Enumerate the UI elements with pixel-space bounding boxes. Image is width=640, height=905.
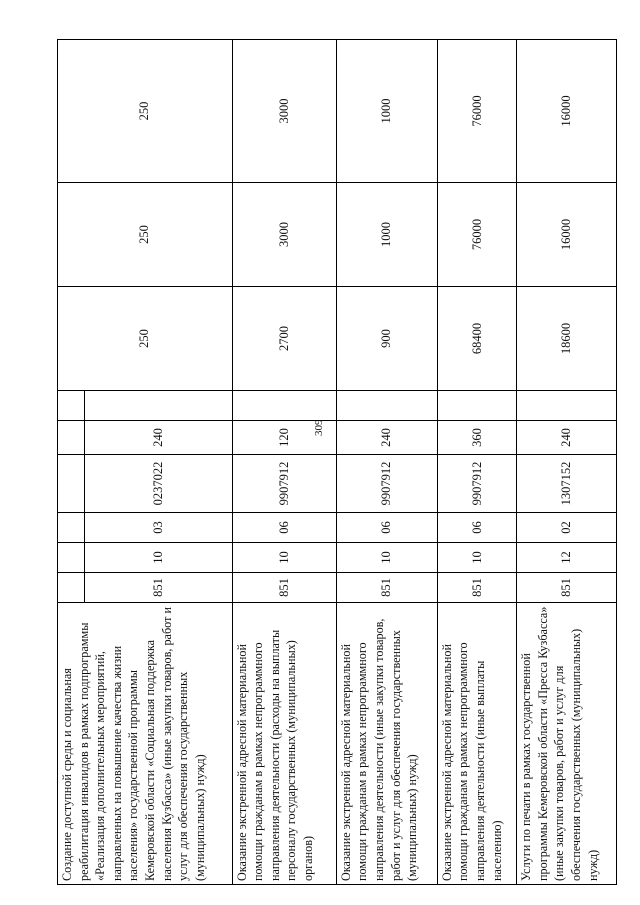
ministry-code: 851: [437, 573, 517, 603]
section-code: 10: [336, 543, 437, 573]
value-3: 1000: [336, 40, 437, 183]
subsection-code: 06: [437, 513, 517, 543]
subsection-code: 06: [336, 513, 437, 543]
value-1: 2700: [232, 287, 336, 391]
row-description: Оказание экстренной адресной материальной помощи гражданам в рамках непрограммного направления деятельности (иные выплаты населению): [437, 603, 517, 885]
target-code: 1307152: [517, 455, 617, 513]
value-2: 250: [58, 183, 233, 287]
table-row: [58, 40, 85, 885]
ministry-code: 851: [84, 573, 232, 603]
value-1: 250: [58, 287, 233, 391]
value-3: 76000: [437, 40, 517, 183]
section-code: 12: [517, 543, 617, 573]
ministry-code: 851: [336, 573, 437, 603]
value-3: 250: [58, 40, 233, 183]
ministry-code: 851: [232, 573, 336, 603]
rotated-table-container: [57, 40, 617, 885]
value-1: 68400: [437, 287, 517, 391]
row-description: Создание доступной среды и социальная реабилитация инвалидов в рамках подпрограммы «Реализация дополнительных мероприятий, направленных на повышение качества жизни населения» государственной программы Кемеровской области «Социальная поддержка населения Кузбасса» (иные закупки товаров, работ и услуг для обеспечения государственных (муниципальных) нужд): [58, 603, 233, 885]
value-2: 3000: [232, 183, 336, 287]
target-code: 0237022: [84, 455, 232, 513]
value-2: 1000: [336, 183, 437, 287]
table-row: [336, 40, 437, 885]
value-2: 16000: [517, 183, 617, 287]
value-3: 3000: [232, 40, 336, 183]
table-row: [232, 40, 336, 885]
value-2: 76000: [437, 183, 517, 287]
target-code: 9907912: [437, 455, 517, 513]
subsection-code: 06: [232, 513, 336, 543]
value-3: 16000: [517, 40, 617, 183]
ministry-code: 851: [517, 573, 617, 603]
expense-type-code: 120: [232, 421, 336, 455]
subsection-code: 02: [517, 513, 617, 543]
table-row: [437, 40, 517, 885]
page-number: 309: [313, 419, 325, 436]
expense-type-code: 240: [336, 421, 437, 455]
table-row: [517, 40, 617, 885]
budget-table: [57, 39, 617, 885]
row-description: Оказание экстренной адресной материальной помощи гражданам в рамках непрограммного направления деятельности (иные закупки товаров, работ и услуг для обеспечения государственных (муниципальных) нужд): [336, 603, 437, 885]
value-1: 900: [336, 287, 437, 391]
expense-type-code: 360: [437, 421, 517, 455]
subsection-code: 03: [84, 513, 232, 543]
section-code: 10: [437, 543, 517, 573]
row-description: Оказание экстренной адресной материальной помощи гражданам в рамках непрограммного направления деятельности (расходы на выплаты персоналу государственных (муниципальных) органов): [232, 603, 336, 885]
expense-type-code: 240: [84, 421, 232, 455]
target-code: 9907912: [232, 455, 336, 513]
expense-type-code: 240: [517, 421, 617, 455]
value-1: 18600: [517, 287, 617, 391]
section-code: 10: [232, 543, 336, 573]
row-description: Услуги по печати в рамках государственной программы Кемеровской области «Пресса Кузбасса» (иные закупки товаров, работ и услуг для обеспечения государственных (муниципальных) нужд): [517, 603, 617, 885]
section-code: 10: [84, 543, 232, 573]
target-code: 9907912: [336, 455, 437, 513]
